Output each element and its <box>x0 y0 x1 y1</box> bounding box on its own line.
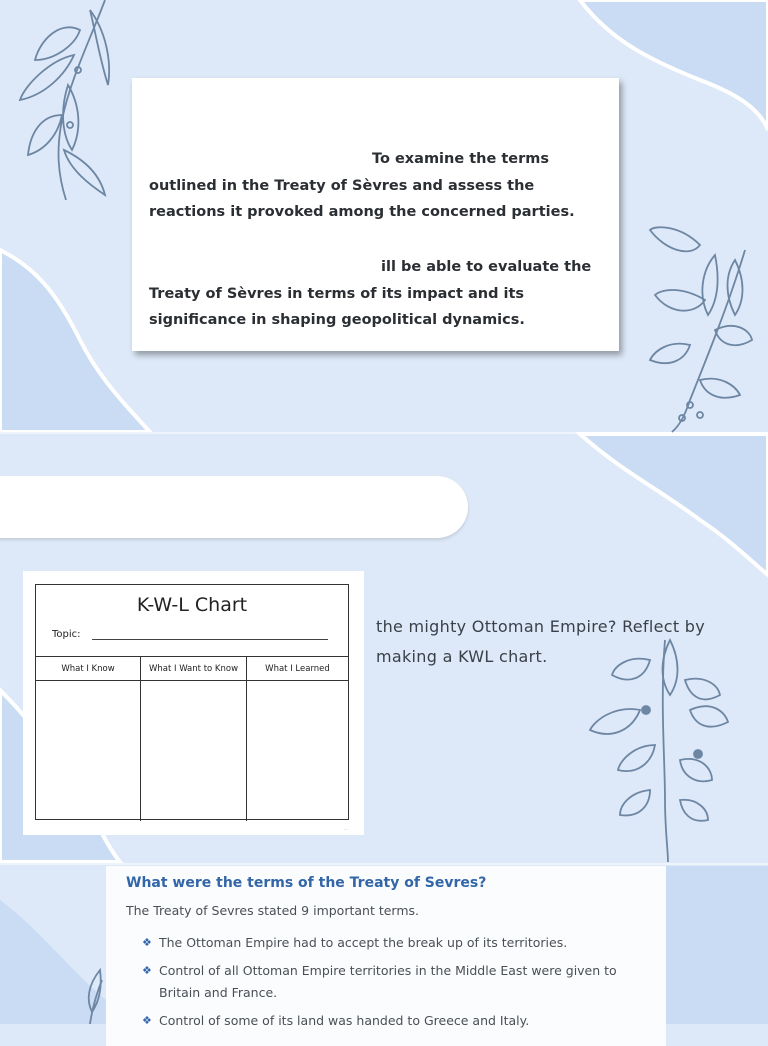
outcome-line: Treaty of Sèvres in terms of its impact and its <box>149 285 525 302</box>
kwl-footnote: … <box>344 826 348 831</box>
list-item <box>142 1010 652 1032</box>
diamond-bullet-icon: ❖ <box>142 964 152 977</box>
terms-intro: The Treaty of Sevres stated 9 important terms. <box>126 903 419 918</box>
kwl-topic-line <box>92 639 328 640</box>
term-text: Control of some of its land was handed to Greece and Italy. <box>159 1013 530 1028</box>
kwl-column-header: What I Learned <box>247 657 348 681</box>
outcome-text <box>149 254 599 334</box>
terms-heading: What were the terms of the Treaty of Sevres? <box>126 875 487 891</box>
title-pill-bar <box>0 476 468 538</box>
kwl-chart-image <box>23 571 364 835</box>
prompt-line: the mighty Ottoman Empire? Reflect by <box>376 617 706 636</box>
terms-card <box>106 866 666 1046</box>
outcome-line: ill be able to evaluate the <box>381 259 592 275</box>
kwl-prompt-text <box>376 612 761 672</box>
blob-right-second <box>580 434 768 575</box>
kwl-column-header: What I Want to Know <box>141 657 246 681</box>
kwl-chart-frame <box>35 584 349 820</box>
objective-line: outlined in the Treaty of Sèvres and assess the <box>149 177 535 194</box>
list-item <box>142 932 652 954</box>
kwl-chart-title: K-W-L Chart <box>136 594 248 616</box>
objectives-card <box>132 78 619 351</box>
section-divider-2 <box>0 863 768 865</box>
objective-line: To examine the terms <box>372 151 550 167</box>
kwl-table <box>36 656 348 821</box>
diamond-bullet-icon: ❖ <box>142 936 152 949</box>
term-text: Control of all Ottoman Empire territories in the Middle East were given to Britain and France. <box>159 963 617 1000</box>
kwl-column-know <box>36 657 140 821</box>
term-text: The Ottoman Empire had to accept the break up of its territories. <box>159 935 568 950</box>
blob-right-third <box>666 866 768 1024</box>
leaf-branch-right-bottom <box>590 640 728 862</box>
kwl-column-learned <box>246 657 348 821</box>
blob-left-middle <box>0 250 150 432</box>
leaf-branch-top-left <box>20 0 109 200</box>
objective-line: reactions it provoked among the concerned parties. <box>149 204 575 220</box>
diamond-bullet-icon: ❖ <box>142 1014 152 1027</box>
list-item <box>142 960 652 1004</box>
outcome-line: significance in shaping geopolitical dynamics. <box>149 312 525 328</box>
kwl-column-want <box>140 657 246 821</box>
kwl-column-header: What I Know <box>36 657 140 681</box>
terms-list <box>142 932 652 1038</box>
prompt-line: making a KWL chart. <box>376 647 548 666</box>
objective-text <box>149 146 599 226</box>
leaf-branch-right-top <box>650 227 752 432</box>
kwl-topic-label: Topic: <box>52 629 81 640</box>
